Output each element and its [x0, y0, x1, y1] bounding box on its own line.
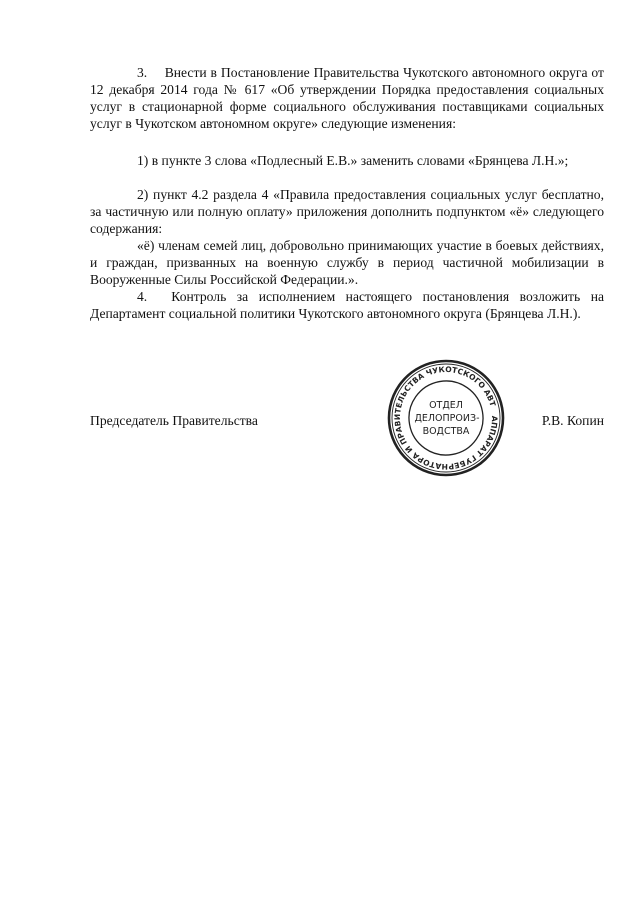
- stamp-line-3: ВОДСТВА: [422, 426, 470, 437]
- paragraph-3: 3. Внести в Постановление Правительства Чукотского автономного округа от 12 декабря 2014 года № 617 «Об утверждении Порядка предоставления социальных услуг в стационарной форме социального обслуживания поставщиками социальных услуг в Чукотском автономном округе» следующие изменения:: [90, 65, 604, 131]
- paragraph-3-item-2: 2) пункт 4.2 раздела 4 «Правила предоставления социальных услуг бесплатно, за частичную или полную оплату» приложения дополнить подпунктом «ё» следующего содержания:: [90, 187, 604, 236]
- paragraph-4: 4. Контроль за исполнением настоящего постановления возложить на Департамент социальной политики Чукотского автономного округа (Брянцева Л.Н.).: [90, 289, 604, 321]
- stamp-ring-text: АППАРАТ ГУБЕРНАТОРА И ПРАВИТЕЛЬСТВА ЧУКОТСКОГО АВТОНОМНОГО: [392, 364, 500, 472]
- official-stamp: [385, 357, 507, 479]
- paragraph-3-item-1: 1) в пункте 3 слова «Подлесный Е.В.» заменить словами «Брянцева Л.Н.»;: [137, 153, 569, 168]
- signatory-name: Р.В. Копин: [541, 413, 604, 428]
- stamp-line-1: ОТДЕЛ: [429, 400, 463, 411]
- subitem-yo: «ё) членам семей лиц, добровольно принимающих участие в боевых действиях, и граждан, призванных на военную службу в период частичной мобилизации в Вооруженные Силы Российской Федерации.».: [90, 238, 604, 287]
- signature-block: [90, 413, 604, 431]
- stamp-line-2: ДЕЛОПРОИЗ-: [414, 413, 480, 424]
- signatory-position: Председатель Правительства: [90, 413, 258, 428]
